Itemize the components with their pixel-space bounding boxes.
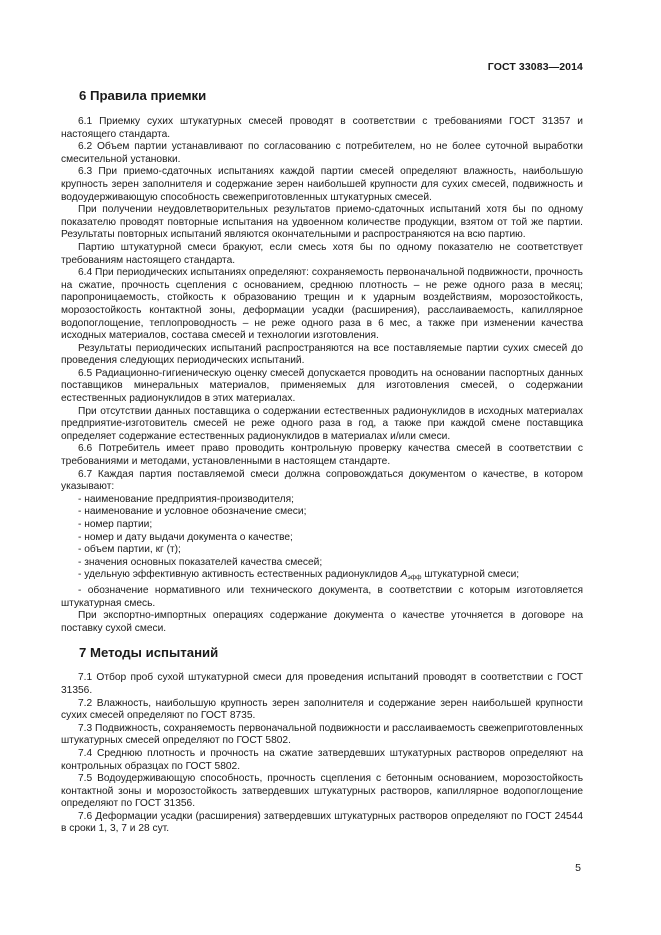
paragraph-6-6: 6.6 Потребитель имеет право проводить контрольную проверку качества смесей в соответствии с требованиями и методами, установленными в настоящем стандарте. — [61, 443, 583, 468]
paragraph-6-4: 6.4 При периодических испытаниях определяют: сохраняемость первоначальной подвижности, прочность на сжатие, прочность сцепления с основанием, среднюю плотность – не реже одного раза в месяц; паропроницаемость, стойкость к образованию трещин и к ударным воздействиям, морозостойкость, морозостойкость контактной зоны, деформации усадки (расширения), расслаиваемость, капиллярное водопоглощение, теплопроводность – не реже одного раза в 6 мес, а также при изменении качества исходных материалов, состава смесей и технологии изготовления. — [61, 267, 583, 342]
paragraph-7-4: 7.4 Среднюю плотность и прочность на сжатие затвердевших штукатурных растворов определяют на контрольных образцах по ГОСТ 5802. — [61, 747, 583, 772]
list-item-last: - обозначение нормативного или технического документа, в соответствии с которым изготовляется штукатурная смесь. — [61, 584, 583, 609]
paragraph-7-3: 7.3 Подвижность, сохраняемость первоначальной подвижности и расслаиваемость свежеприготовленных штукатурных смесей определяют по ГОСТ 5802. — [61, 722, 583, 747]
paragraph-6-5-absence: При отсутствии данных поставщика о содержании естественных радионуклидов в исходных материалах предприятие-изготовитель смесей не реже одного раза в год, а также при каждой смене поставщика определяет содержание естественных радионуклидов в материалах и/или смеси. — [61, 405, 583, 442]
list-item: - объем партии, кг (т); — [78, 544, 181, 556]
activity-suffix: штукатурной смеси; — [421, 569, 520, 581]
paragraph-6-4-results: Результаты периодических испытаний распространяются на все поставляемые партии сухих смесей до проведения следующих периодических испытаний. — [61, 342, 583, 367]
list-item: - номер партии; — [78, 519, 153, 530]
paragraph-6-7-closing: При экспортно-импортных операциях содержание документа о качестве уточняется в договоре на поставку сухой смеси. — [61, 610, 583, 634]
paragraph-7-1: 7.1 Отбор проб сухой штукатурной смеси для проведения испытаний проводят в соответствии с ГОСТ 31356. — [61, 672, 583, 696]
section-7-title: 7 Методы испытаний — [79, 645, 219, 661]
paragraph-6-2: 6.2 Объем партии устанавливают по согласованию с потребителем, но не более суточной выработки смесительной установки. — [61, 141, 583, 165]
section-6-title: 6 Правила приемки — [79, 88, 207, 103]
activity-subscript: эфф — [407, 574, 422, 582]
activity-symbol: A — [400, 569, 408, 581]
paragraph-6-5: 6.5 Радиационно-гигиеническую оценку смесей допускается проводить на основании паспортных данных поставщиков минеральных материалов, применяемых для изготовления смесей, о содержании естественных радионуклидов в этих материалах. — [61, 367, 583, 405]
paragraph-6-7: 6.7 Каждая партия поставляемой смеси должна сопровождаться документом о качестве, в котором указывают: — [61, 468, 583, 493]
list-item: - наименование и условное обозначение смеси; — [78, 506, 307, 518]
paragraph-6-3-retest: При получении неудовлетворительных результатов приемо-сдаточных испытаний хотя бы по одному показателю проводят повторные испытания на удвоенном количестве продукции, взятом от той же партии. Результаты повторных испытаний являются окончательными и распространяются на всю партию. — [61, 204, 583, 241]
paragraph-7-5: 7.5 Водоудерживающую способность, прочность сцепления с бетонным основанием, морозостойкость контактной зоны и морозостойкость затвердевших штукатурных растворов, капиллярное водопоглощение определяют по ГОСТ 31356. — [61, 773, 583, 810]
document-id: ГОСТ 33083—2014 — [487, 61, 583, 73]
list-item: - наименование предприятия-производителя; — [78, 493, 294, 505]
paragraph-6-1: 6.1 Приемку сухих штукатурных смесей проводят в соответствии с требованиями ГОСТ 31357 и настоящего стандарта. — [61, 116, 583, 140]
paragraph-6-3: 6.3 При приемо-сдаточных испытаниях каждой партии смесей определяют влажность, наибольшую крупность зерен заполнителя и содержание зерен наибольшей крупности для сухих смесей, подвижность и водоудерживающую способность свежеприготовленных штукатурных смесей. — [61, 166, 583, 203]
list-item: - номер и дату выдачи документа о качестве; — [78, 531, 293, 543]
paragraph-6-3-reject: Партию штукатурной смеси бракуют, если смесь хотя бы по одному показателю не соответствует требованиям настоящего стандарта. — [61, 241, 583, 266]
page-content — [61, 87, 583, 836]
activity-prefix: - удельную эффективную активность естественных радионуклидов — [78, 569, 401, 581]
list-item: - значения основных показателей качества смесей; — [78, 556, 323, 568]
paragraph-7-6: 7.6 Деформации усадки (расширения) затвердевших штукатурных растворов определяют по ГОСТ 24544 в сроки 1, 3, 7 и 28 сут. — [61, 810, 583, 835]
page-number: 5 — [575, 862, 581, 874]
list-item-activity — [61, 569, 583, 585]
paragraph-7-2: 7.2 Влажность, наибольшую крупность зерен заполнителя и содержание зерен наибольшей крупности сухих смесей определяют по ГОСТ 8735. — [61, 697, 583, 722]
